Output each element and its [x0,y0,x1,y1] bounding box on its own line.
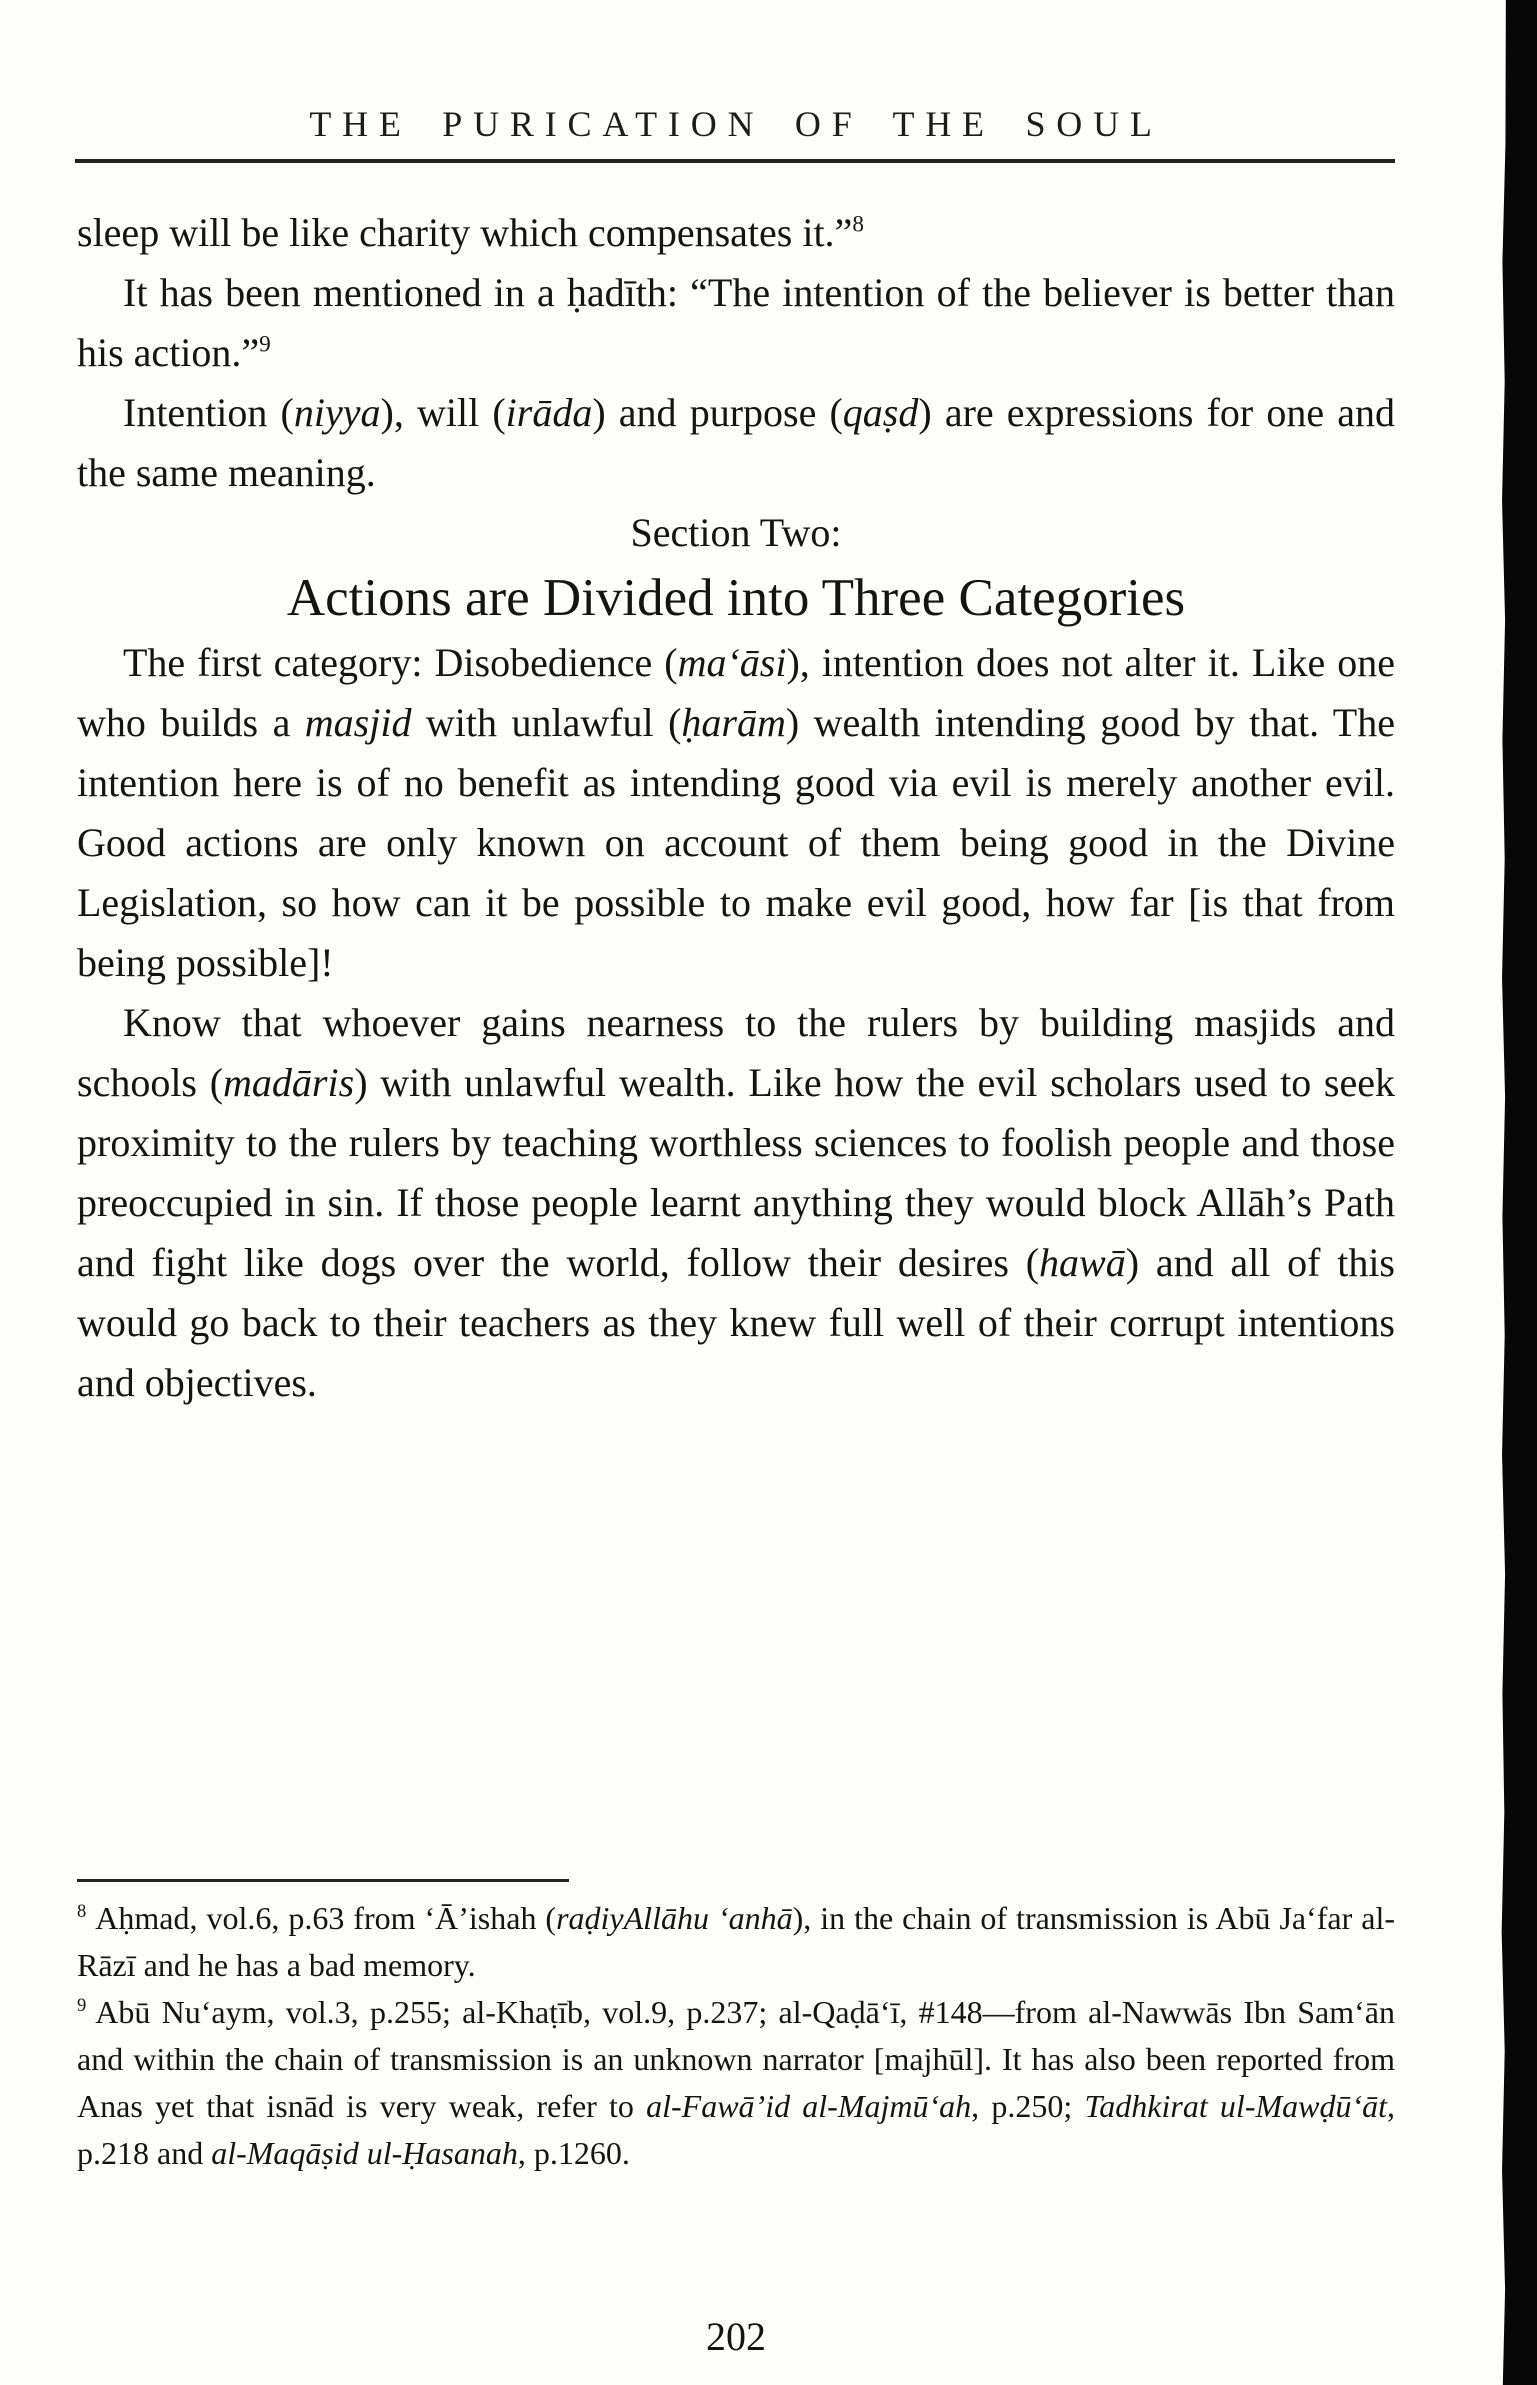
running-header: THE PURICATION OF THE SOUL [309,104,1163,144]
body-paragraph-2: It has been mentioned in a ḥadīth: “The intention of the believer is better than his action.”$^9$ [77,270,1395,375]
header-rule [75,159,1395,163]
page-body [77,203,1395,1413]
body-paragraph-3: Intention (niyya), will (irāda) and purpose (qaṣd) are expressions for one and the same meaning. [77,390,1396,495]
page-number: 202 [706,2314,766,2359]
footnotes-block [77,1879,1395,2177]
footnote-9: $^9$ Abū Nu‘aym, vol.3, p.255; al-Khaṭīb, vol.9, p.237; al-Qaḍā‘ī, #148—from al-Nawwās Ibn Sam‘ān and within the chain of transmission is an unknown narrator [majhūl]. It has also been reported from Anas yet that isnād is very weak, refer to al-Fawā’id al-Majmū‘ah, p.250; Tadhkirat ul-Mawḍū‘āt, p.218 and al-Maqāṣid ul-Ḥasanah, p.1260. [77,1994,1396,2171]
footnote-8: $^8$ Aḥmad, vol.6, p.63 from ‘Ā’ishah (raḍiyAllāhu ‘anhā), in the chain of transmission is Abū Ja‘far al-Rāzī and he has a bad memory. [77,1900,1396,1983]
scan-edge-artifact [1499,0,1537,2385]
section-label: Section Two: [630,510,842,555]
section-title: Actions are Divided into Three Categories [286,569,1186,627]
footnote-separator [77,1879,569,1882]
body-paragraph-1: sleep will be like charity which compensates it.”$^8$ [77,210,864,255]
body-paragraph-4: The first category: Disobedience (ma‘āsi), intention does not alter it. Like one who builds a masjid with unlawful (ḥarām) wealth intending good by that. The intention here is of no benefit as intending good via evil is merely another evil. Good actions are only known on account of them being good in the Divine Legislation, so how can it be possible to make evil good, how far [is that from being possible]! [77,640,1395,985]
body-paragraph-5: Know that whoever gains nearness to the rulers by building masjids and schools (madāris) with unlawful wealth. Like how the evil scholars used to seek proximity to the rulers by teaching worthless sciences to foolish people and those preoccupied in sin. If those people learnt anything they would block Allāh’s Path and fight like dogs over the world, follow their desires (hawā) and all of this would go back to their teachers as they knew full well of their corrupt intentions and objectives. [77,1000,1395,1405]
